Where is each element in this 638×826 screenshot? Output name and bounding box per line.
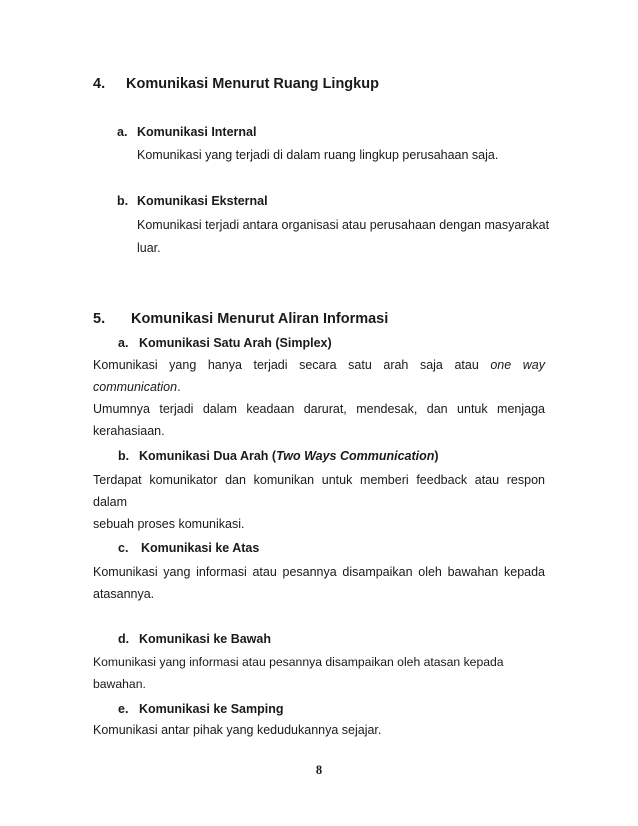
section-5a-line1-italic: one way communication [93,358,545,394]
section-5a-title: Komunikasi Satu Arah (Simplex) [139,336,332,350]
section-5-title: Komunikasi Menurut Aliran Informasi [131,311,389,327]
section-5d-letter: d. [118,632,130,646]
section-5c-letter: c. [118,541,129,555]
section-4-title: Komunikasi Menurut Ruang Lingkup [126,76,379,92]
section-4b-letter: b. [117,194,129,208]
section-5d-title: Komunikasi ke Bawah [139,632,271,646]
section-5a-paragraph [93,354,545,442]
section-5b-letter: b. [118,449,130,463]
section-5a-line1-text: Komunikasi yang hanya terjadi secara satu arah saja atau [93,358,491,372]
section-5c-line1: Komunikasi yang informasi atau pesannya disampaikan oleh bawahan kepada [93,565,545,579]
section-5e-paragraph [93,719,545,741]
section-5a-line1 [93,354,545,398]
section-4b-text-line1: Komunikasi terjadi antara organisasi atau perusahaan dengan masyarakat [137,218,550,232]
section-5-number: 5. [93,311,106,327]
section-5e-letter: e. [118,702,129,716]
section-5c-paragraph [93,561,545,605]
section-5a-letter: a. [118,336,129,350]
section-5b-title-text: Komunikasi Dua Arah ( [139,449,277,463]
page-number: 8 [315,763,323,777]
section-5b-line1: Terdapat komunikator dan komunikan untuk memberi feedback atau respon dalam [93,473,545,509]
section-5d-line1: Komunikasi yang informasi atau pesannya disampaikan oleh atasan kepada bawahan. [93,655,504,691]
section-5a-line3: kerahasiaan. [93,424,165,438]
section-5b-title [139,449,439,463]
section-4a-title: Komunikasi Internal [137,125,257,139]
section-4b-title: Komunikasi Eksternal [137,194,268,208]
section-5a-line1-end: . [177,380,181,394]
section-5b-title-end: ) [434,449,439,463]
section-5b-title-italic: Two Ways Communication [276,449,435,463]
section-5c-line2: atasannya. [93,587,155,601]
section-4-number: 4. [93,76,106,92]
section-5e-title: Komunikasi ke Samping [139,702,284,716]
section-4b-text-line2: luar. [137,241,161,255]
section-5a-line2: Umumnya terjadi dalam keadaan darurat, mendesak, dan untuk menjaga [93,402,545,416]
section-5b-line2: sebuah proses komunikasi. [93,517,245,531]
section-4a-letter: a. [117,125,128,139]
section-5b-paragraph [93,469,545,535]
section-5d-paragraph [93,651,545,695]
section-5e-line1: Komunikasi antar pihak yang kedudukannya sejajar. [93,723,382,737]
section-4a-text: Komunikasi yang terjadi di dalam ruang lingkup perusahaan saja. [137,148,499,162]
section-5c-title: Komunikasi ke Atas [141,541,260,555]
